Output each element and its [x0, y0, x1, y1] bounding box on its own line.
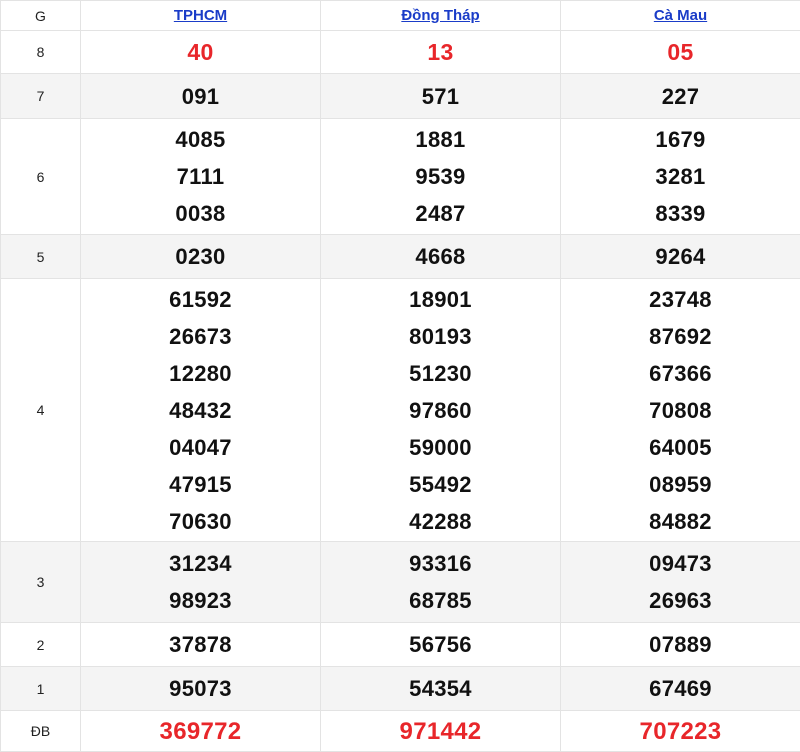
result-cell-ca-mau	[561, 711, 800, 752]
prize-4-row	[1, 279, 800, 542]
result-number: 369772	[81, 713, 320, 750]
result-number: 227	[561, 78, 800, 115]
result-cell-tphcm	[81, 235, 321, 279]
special-prize-row	[1, 711, 800, 752]
result-number: 61592	[81, 281, 320, 318]
result-number: 18901	[321, 281, 560, 318]
result-cell-dong-thap	[321, 711, 561, 752]
result-number: 98923	[81, 582, 320, 619]
result-number: 4668	[321, 238, 560, 275]
result-cell-dong-thap	[321, 235, 561, 279]
result-cell-dong-thap	[321, 667, 561, 711]
prize-label: 7	[1, 74, 81, 119]
result-number: 1881	[321, 121, 560, 158]
prize-6-row	[1, 119, 800, 235]
province-link-dong-thap[interactable]: Đồng Tháp	[401, 7, 479, 24]
result-number: 08959	[561, 466, 800, 503]
result-number: 55492	[321, 466, 560, 503]
result-number: 2487	[321, 195, 560, 232]
result-cell-dong-thap	[321, 623, 561, 667]
result-cell-tphcm	[81, 711, 321, 752]
result-number: 93316	[321, 545, 560, 582]
result-number: 54354	[321, 670, 560, 707]
province-header-tphcm	[81, 1, 321, 31]
result-cell-dong-thap	[321, 31, 561, 74]
result-cell-ca-mau	[561, 119, 800, 235]
province-link-ca-mau[interactable]: Cà Mau	[654, 7, 707, 24]
result-number: 05	[561, 34, 800, 71]
result-number: 67366	[561, 355, 800, 392]
result-number: 04047	[81, 429, 320, 466]
header-row	[1, 1, 800, 31]
result-cell-dong-thap	[321, 119, 561, 235]
result-cell-ca-mau	[561, 235, 800, 279]
result-number: 67469	[561, 670, 800, 707]
result-number: 4085	[81, 121, 320, 158]
prize-label: 3	[1, 542, 81, 623]
result-cell-tphcm	[81, 31, 321, 74]
result-number: 091	[81, 78, 320, 115]
result-number: 9539	[321, 158, 560, 195]
result-number: 51230	[321, 355, 560, 392]
result-number: 707223	[561, 713, 800, 750]
prize-1-row	[1, 667, 800, 711]
result-number: 42288	[321, 503, 560, 540]
province-header-ca-mau	[561, 1, 800, 31]
result-number: 07889	[561, 626, 800, 663]
result-number: 56756	[321, 626, 560, 663]
result-cell-dong-thap	[321, 542, 561, 623]
result-number: 59000	[321, 429, 560, 466]
prize-8-row	[1, 31, 800, 74]
prize-5-row	[1, 235, 800, 279]
prize-label: 6	[1, 119, 81, 235]
prize-2-row	[1, 623, 800, 667]
result-number: 31234	[81, 545, 320, 582]
result-number: 9264	[561, 238, 800, 275]
result-cell-ca-mau	[561, 279, 800, 542]
result-number: 23748	[561, 281, 800, 318]
prize-label: 8	[1, 31, 81, 74]
result-number: 64005	[561, 429, 800, 466]
prize-7-row	[1, 74, 800, 119]
result-number: 7111	[81, 158, 320, 195]
result-number: 0038	[81, 195, 320, 232]
province-link-tphcm[interactable]: TPHCM	[174, 7, 227, 24]
prize-label: 1	[1, 667, 81, 711]
result-number: 3281	[561, 158, 800, 195]
result-number: 87692	[561, 318, 800, 355]
result-number: 48432	[81, 392, 320, 429]
result-number: 47915	[81, 466, 320, 503]
prize-label: 2	[1, 623, 81, 667]
prize-label: ĐB	[1, 711, 81, 752]
prize-column-header: G	[1, 1, 81, 31]
result-number: 971442	[321, 713, 560, 750]
result-cell-tphcm	[81, 542, 321, 623]
prize-label: 4	[1, 279, 81, 542]
result-cell-ca-mau	[561, 667, 800, 711]
result-number: 68785	[321, 582, 560, 619]
prize-3-row	[1, 542, 800, 623]
result-cell-ca-mau	[561, 31, 800, 74]
result-number: 70630	[81, 503, 320, 540]
result-cell-ca-mau	[561, 623, 800, 667]
result-number: 8339	[561, 195, 800, 232]
result-number: 37878	[81, 626, 320, 663]
result-cell-tphcm	[81, 623, 321, 667]
result-cell-tphcm	[81, 74, 321, 119]
result-number: 09473	[561, 545, 800, 582]
result-number: 70808	[561, 392, 800, 429]
result-number: 13	[321, 34, 560, 71]
result-number: 95073	[81, 670, 320, 707]
prize-label: 5	[1, 235, 81, 279]
result-number: 571	[321, 78, 560, 115]
result-cell-tphcm	[81, 279, 321, 542]
result-number: 84882	[561, 503, 800, 540]
result-number: 26963	[561, 582, 800, 619]
province-header-dong-thap	[321, 1, 561, 31]
result-number: 1679	[561, 121, 800, 158]
result-cell-dong-thap	[321, 74, 561, 119]
result-number: 26673	[81, 318, 320, 355]
result-cell-ca-mau	[561, 74, 800, 119]
result-cell-tphcm	[81, 667, 321, 711]
result-number: 80193	[321, 318, 560, 355]
result-cell-tphcm	[81, 119, 321, 235]
result-number: 12280	[81, 355, 320, 392]
result-number: 97860	[321, 392, 560, 429]
result-cell-ca-mau	[561, 542, 800, 623]
result-cell-dong-thap	[321, 279, 561, 542]
result-number: 40	[81, 34, 320, 71]
result-number: 0230	[81, 238, 320, 275]
